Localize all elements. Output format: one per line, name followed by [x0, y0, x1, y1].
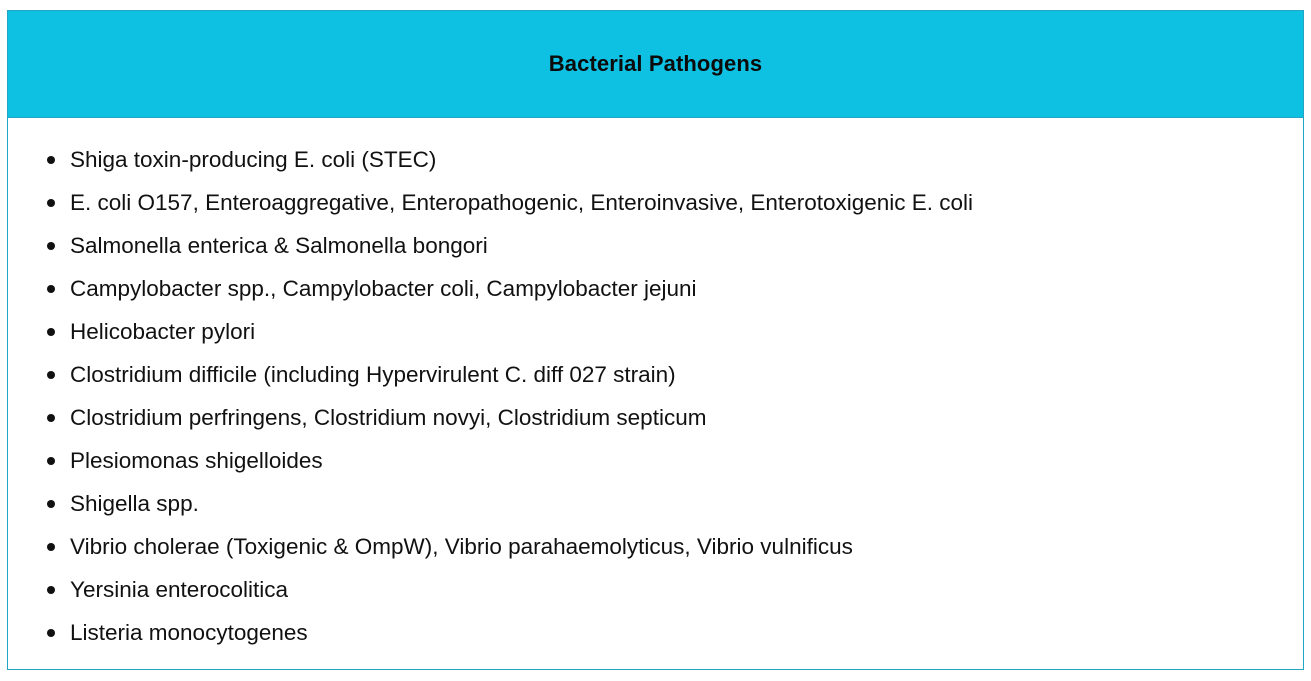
list-item-text: Listeria monocytogenes	[70, 620, 308, 645]
list-item	[8, 310, 1303, 353]
list-item	[8, 439, 1303, 482]
list-item	[8, 353, 1303, 396]
list-item-text: Helicobacter pylori	[70, 319, 256, 344]
list-item-text: Clostridium perfringens, Clostridium novyi, Clostridium septicum	[70, 405, 707, 430]
table-title: Bacterial Pathogens	[548, 51, 763, 76]
bullet-icon	[47, 285, 55, 293]
bullet-icon	[47, 629, 55, 637]
list-item	[8, 482, 1303, 525]
table-header	[8, 11, 1303, 118]
bullet-icon	[47, 371, 55, 379]
list-item-text: Campylobacter spp., Campylobacter coli, Campylobacter jejuni	[70, 276, 697, 301]
bullet-icon	[47, 414, 55, 422]
list-item	[8, 568, 1303, 611]
list-item-text: Salmonella enterica & Salmonella bongori	[70, 233, 488, 258]
list-item-text: Clostridium difficile (including Hypervirulent C. diff 027 strain)	[70, 362, 676, 387]
list-item	[8, 396, 1303, 439]
list-item	[8, 525, 1303, 568]
list-item-text: Vibrio cholerae (Toxigenic & OmpW), Vibrio parahaemolyticus, Vibrio vulnificus	[70, 534, 853, 559]
bullet-icon	[47, 156, 55, 164]
bullet-icon	[47, 328, 55, 336]
table-body	[8, 118, 1303, 654]
list-item-text: Shigella spp.	[70, 491, 199, 516]
list-item	[8, 224, 1303, 267]
bullet-icon	[47, 199, 55, 207]
list-item-text: Shiga toxin-producing E. coli (STEC)	[70, 147, 437, 172]
list-item	[8, 181, 1303, 224]
bacterial-pathogens-table	[7, 10, 1304, 670]
bullet-icon	[47, 457, 55, 465]
list-item-text: E. coli O157, Enteroaggregative, Enteropathogenic, Enteroinvasive, Enterotoxigenic E. coli	[70, 190, 974, 215]
bullet-icon	[47, 586, 55, 594]
bullet-icon	[47, 242, 55, 250]
bullet-icon	[47, 500, 55, 508]
list-item	[8, 267, 1303, 310]
list-item-text: Plesiomonas shigelloides	[70, 448, 323, 473]
pathogen-list	[8, 138, 1303, 654]
list-item	[8, 138, 1303, 181]
list-item-text: Yersinia enterocolitica	[70, 577, 289, 602]
list-item	[8, 611, 1303, 654]
bullet-icon	[47, 543, 55, 551]
